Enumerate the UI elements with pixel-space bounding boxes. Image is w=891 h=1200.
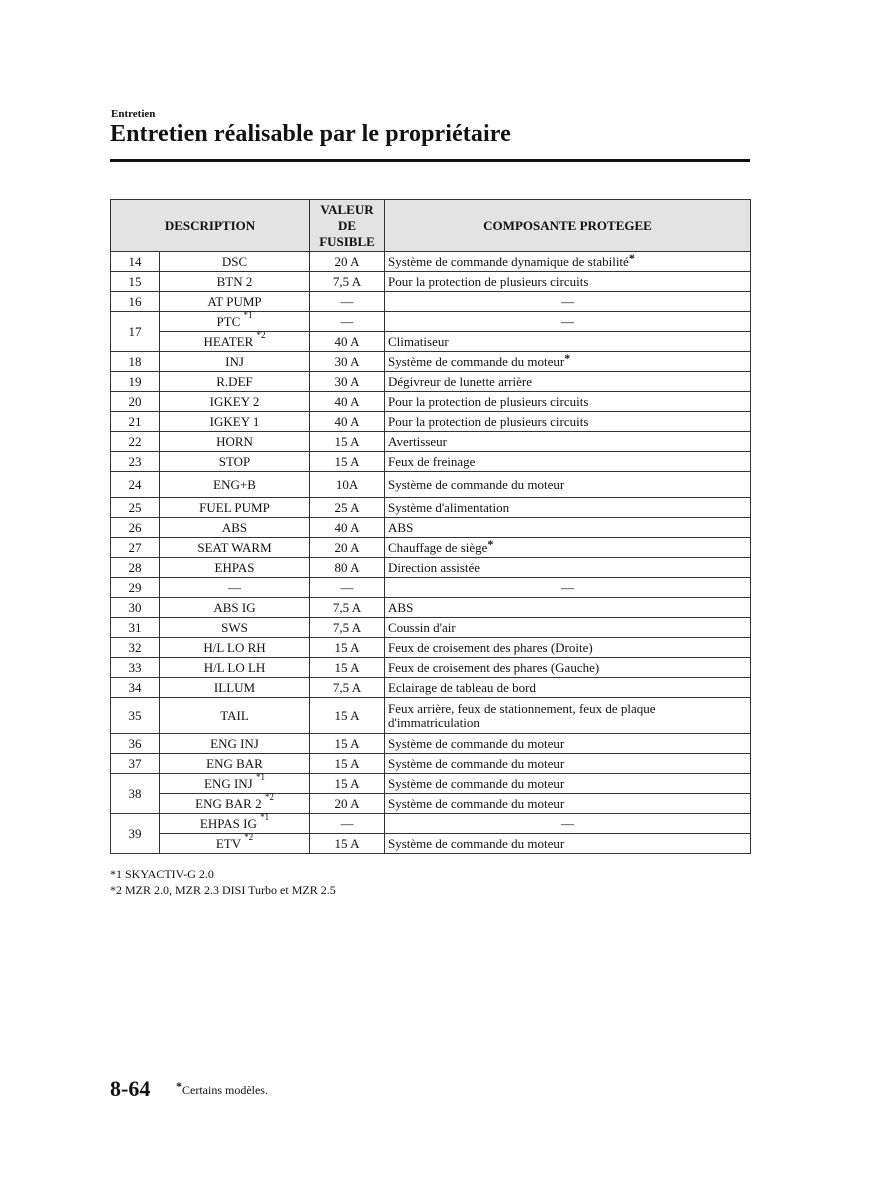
fuse-description-text: H/L LO LH — [203, 659, 266, 675]
footer-note-text: Certains modèles. — [182, 1083, 268, 1097]
protected-component — [385, 538, 751, 558]
fuse-number: 37 — [111, 754, 160, 774]
fuse-description — [160, 598, 310, 618]
protected-component — [385, 698, 751, 734]
fuse-description-text: ILLUM — [213, 679, 256, 695]
fuse-description — [160, 452, 310, 472]
protected-component — [385, 734, 751, 754]
table-row — [111, 272, 751, 292]
protected-component-text: Pour la protection de plusieurs circuits — [388, 413, 589, 429]
protected-component-text: Système de commande dynamique de stabilité — [388, 253, 629, 269]
table-row — [111, 538, 751, 558]
table-row — [111, 472, 751, 498]
fuse-description — [160, 734, 310, 754]
protected-component — [385, 332, 751, 352]
fuse-description-text: ABS — [221, 519, 248, 535]
fuse-table-body — [111, 252, 751, 854]
certain-models-marker: * — [564, 350, 571, 365]
fuse-value: 40 A — [310, 518, 385, 538]
table-row — [111, 658, 751, 678]
protected-component — [385, 432, 751, 452]
fuse-value: 15 A — [310, 754, 385, 774]
fuse-value: 20 A — [310, 252, 385, 272]
protected-component-text: Système de commande du moteur — [388, 775, 565, 791]
fuse-description — [160, 498, 310, 518]
fuse-value: 20 A — [310, 794, 385, 814]
fuse-description — [160, 774, 310, 794]
fuse-description-text: ENG INJ — [210, 735, 259, 751]
header-value-line: FUSIBLE — [319, 233, 375, 249]
fuse-description — [160, 292, 310, 312]
fuse-number: 38 — [111, 774, 160, 814]
model-note-marker: *1 — [256, 772, 265, 783]
fuse-description — [160, 678, 310, 698]
fuse-value: 7,5 A — [310, 678, 385, 698]
table-row — [111, 372, 751, 392]
fuse-description — [160, 312, 310, 332]
fuse-description-text: ENG BAR — [206, 755, 263, 771]
table-row — [111, 834, 751, 854]
fuse-value: 7,5 A — [310, 618, 385, 638]
protected-component — [385, 638, 751, 658]
fuse-description-text: IGKEY 1 — [209, 413, 260, 429]
fuse-value: 20 A — [310, 538, 385, 558]
fuse-description — [160, 814, 310, 834]
protected-component-text: Chauffage de siège — [388, 539, 488, 555]
protected-component — [385, 774, 751, 794]
fuse-number: 26 — [111, 518, 160, 538]
fuse-description-text: IGKEY 2 — [209, 393, 260, 409]
table-row — [111, 774, 751, 794]
header-value-line: DE — [337, 217, 357, 233]
protected-component — [385, 814, 751, 834]
header-value — [310, 200, 385, 252]
fuse-description-text: ABS IG — [213, 599, 256, 615]
fuse-description — [160, 372, 310, 392]
fuse-value: — — [310, 292, 385, 312]
table-row — [111, 252, 751, 272]
table-header-row — [111, 200, 751, 252]
table-row — [111, 754, 751, 774]
fuse-number: 30 — [111, 598, 160, 618]
footnotes — [110, 866, 336, 898]
footnote-2: *2 MZR 2.0, MZR 2.3 DISI Turbo et MZR 2.5 — [110, 883, 336, 897]
fuse-number: 29 — [111, 578, 160, 598]
fuse-number: 25 — [111, 498, 160, 518]
fuse-value: 7,5 A — [310, 598, 385, 618]
fuse-description — [160, 618, 310, 638]
protected-component — [385, 834, 751, 854]
fuse-description — [160, 834, 310, 854]
protected-component-text: Feux de freinage — [388, 453, 476, 469]
fuse-description — [160, 698, 310, 734]
protected-component — [385, 312, 751, 332]
protected-component-text: Pour la protection de plusieurs circuits — [388, 393, 589, 409]
fuse-value: 15 A — [310, 452, 385, 472]
protected-component-text: Eclairage de tableau de bord — [388, 679, 536, 695]
fuse-description-text: HORN — [216, 433, 253, 449]
fuse-value: — — [310, 814, 385, 834]
table-row — [111, 332, 751, 352]
table-row — [111, 392, 751, 412]
protected-component-text: Système de commande du moteur — [388, 353, 565, 369]
fuse-value: 15 A — [310, 698, 385, 734]
protected-component — [385, 352, 751, 372]
fuse-number: 32 — [111, 638, 160, 658]
certain-models-marker: * — [487, 536, 494, 551]
protected-component — [385, 754, 751, 774]
model-note-marker: *2 — [244, 832, 254, 843]
fuse-value: 10A — [310, 472, 385, 498]
table-row — [111, 794, 751, 814]
fuse-number: 15 — [111, 272, 160, 292]
protected-component-text: Feux arrière, feux de stationnement, feux de plaque d'immatriculation — [388, 700, 656, 730]
protected-component-text: — — [561, 815, 575, 831]
table-row — [111, 698, 751, 734]
fuse-description — [160, 578, 310, 598]
fuse-description — [160, 754, 310, 774]
model-note-marker: *2 — [256, 330, 266, 341]
fuse-number: 35 — [111, 698, 160, 734]
fuse-description — [160, 794, 310, 814]
fuse-description — [160, 412, 310, 432]
protected-component-text: Avertisseur — [388, 433, 447, 449]
fuse-value: 15 A — [310, 432, 385, 452]
protected-component — [385, 272, 751, 292]
protected-component-text: — — [561, 579, 575, 595]
fuse-number: 28 — [111, 558, 160, 578]
protected-component-text: Système de commande du moteur — [388, 735, 565, 751]
fuse-description-text: AT PUMP — [207, 293, 262, 309]
fuse-description — [160, 638, 310, 658]
header-component: COMPOSANTE PROTEGEE — [385, 200, 751, 252]
fuse-description-text: INJ — [225, 353, 244, 369]
table-row — [111, 734, 751, 754]
fuse-value: 15 A — [310, 834, 385, 854]
fuse-number: 20 — [111, 392, 160, 412]
section-label: Entretien — [111, 108, 156, 120]
footer-note — [176, 1079, 268, 1098]
protected-component — [385, 498, 751, 518]
table-row — [111, 638, 751, 658]
model-note-marker: *1 — [243, 310, 253, 321]
protected-component — [385, 372, 751, 392]
fuse-number: 21 — [111, 412, 160, 432]
protected-component — [385, 292, 751, 312]
fuse-number: 39 — [111, 814, 160, 854]
protected-component — [385, 658, 751, 678]
fuse-number: 22 — [111, 432, 160, 452]
fuse-number: 16 — [111, 292, 160, 312]
protected-component-text: — — [561, 313, 575, 329]
fuse-description-text: ENG INJ — [204, 775, 253, 791]
fuse-description — [160, 558, 310, 578]
fuse-description — [160, 392, 310, 412]
fuse-description-text: HEATER — [203, 333, 254, 349]
fuse-description-text: TAIL — [220, 707, 249, 723]
certain-models-marker: * — [628, 250, 635, 265]
fuse-description — [160, 518, 310, 538]
fuse-description-text: ETV — [215, 835, 241, 851]
fuse-value: — — [310, 578, 385, 598]
fuse-description-text: FUEL PUMP — [199, 499, 270, 515]
protected-component-text: — — [561, 293, 575, 309]
fuse-description — [160, 352, 310, 372]
fuse-description-text: — — [228, 579, 241, 595]
fuse-description-text: PTC — [216, 313, 241, 329]
fuse-description-text: EHPAS IG — [199, 815, 257, 831]
fuse-value: 40 A — [310, 332, 385, 352]
fuse-description — [160, 472, 310, 498]
table-row — [111, 558, 751, 578]
table-row — [111, 412, 751, 432]
fuse-number: 27 — [111, 538, 160, 558]
table-row — [111, 498, 751, 518]
fuse-description-text: SWS — [221, 619, 248, 635]
table-row — [111, 292, 751, 312]
fuse-number: 31 — [111, 618, 160, 638]
model-note-marker: *1 — [260, 812, 270, 823]
fuse-description — [160, 272, 310, 292]
table-row — [111, 352, 751, 372]
fuse-number: 18 — [111, 352, 160, 372]
table-row — [111, 432, 751, 452]
fuse-number: 33 — [111, 658, 160, 678]
protected-component-text: Système d'alimentation — [388, 499, 510, 515]
protected-component — [385, 578, 751, 598]
fuse-description — [160, 538, 310, 558]
protected-component-text: Système de commande du moteur — [388, 755, 565, 771]
fuse-description-text: H/L LO RH — [203, 639, 266, 655]
protected-component-text: Feux de croisement des phares (Gauche) — [388, 659, 600, 675]
protected-component-text: Direction assistée — [388, 559, 481, 575]
fuse-value: 7,5 A — [310, 272, 385, 292]
table-row — [111, 312, 751, 332]
fuse-number: 23 — [111, 452, 160, 472]
fuse-value: 30 A — [310, 372, 385, 392]
fuse-value: — — [310, 312, 385, 332]
fuse-description-text: STOP — [218, 453, 251, 469]
protected-component-text: Pour la protection de plusieurs circuits — [388, 273, 589, 289]
protected-component — [385, 392, 751, 412]
fuse-description-text: BTN 2 — [216, 273, 253, 289]
fuse-number: 17 — [111, 312, 160, 352]
protected-component-text: Climatiseur — [388, 333, 449, 349]
fuse-number: 19 — [111, 372, 160, 392]
fuse-description — [160, 252, 310, 272]
protected-component — [385, 618, 751, 638]
protected-component-text: Système de commande du moteur — [388, 795, 565, 811]
protected-component — [385, 558, 751, 578]
protected-component-text: ABS — [388, 599, 414, 615]
fuse-description — [160, 332, 310, 352]
table-row — [111, 452, 751, 472]
fuse-value: 15 A — [310, 774, 385, 794]
protected-component — [385, 794, 751, 814]
footer-star: * — [176, 1079, 182, 1093]
protected-component-text: Feux de croisement des phares (Droite) — [388, 639, 593, 655]
fuse-description-text: EHPAS — [214, 559, 255, 575]
fuse-number: 24 — [111, 472, 160, 498]
fuse-value: 30 A — [310, 352, 385, 372]
table-row — [111, 678, 751, 698]
protected-component-text: Système de commande du moteur — [388, 835, 565, 851]
protected-component — [385, 452, 751, 472]
fuse-value: 80 A — [310, 558, 385, 578]
protected-component-text: ABS — [388, 519, 414, 535]
fuse-value: 40 A — [310, 412, 385, 432]
protected-component — [385, 472, 751, 498]
fuse-value: 40 A — [310, 392, 385, 412]
fuse-description — [160, 432, 310, 452]
header-value-line: VALEUR — [320, 201, 374, 217]
fuse-number: 34 — [111, 678, 160, 698]
protected-component — [385, 518, 751, 538]
model-note-marker: *2 — [264, 792, 274, 803]
fuse-number: 36 — [111, 734, 160, 754]
table-row — [111, 598, 751, 618]
page-title: Entretien réalisable par le propriétaire — [110, 121, 511, 147]
fuse-value: 15 A — [310, 734, 385, 754]
fuse-description-text: DSC — [221, 253, 248, 269]
protected-component-text: Système de commande du moteur — [388, 476, 565, 492]
protected-component — [385, 598, 751, 618]
protected-component — [385, 412, 751, 432]
fuse-description-text: R.DEF — [216, 373, 253, 389]
table-row — [111, 518, 751, 538]
fuse-description-text: ENG+B — [213, 476, 256, 492]
fuse-value: 25 A — [310, 498, 385, 518]
title-rule — [110, 159, 750, 162]
fuse-description — [160, 658, 310, 678]
table-row — [111, 814, 751, 834]
protected-component — [385, 252, 751, 272]
protected-component-text: Coussin d'air — [388, 619, 456, 635]
page-number: 8-64 — [110, 1076, 151, 1101]
table-row — [111, 618, 751, 638]
protected-component-text: Dégivreur de lunette arrière — [388, 373, 533, 389]
footnote-1: *1 SKYACTIV-G 2.0 — [110, 867, 214, 881]
fuse-value: 15 A — [310, 658, 385, 678]
fuse-description-text: SEAT WARM — [197, 539, 272, 555]
fuse-table — [110, 199, 751, 854]
fuse-number: 14 — [111, 252, 160, 272]
fuse-value: 15 A — [310, 638, 385, 658]
table-row — [111, 578, 751, 598]
protected-component — [385, 678, 751, 698]
header-description: DESCRIPTION — [111, 200, 310, 252]
fuse-description-text: ENG BAR 2 — [195, 795, 262, 811]
